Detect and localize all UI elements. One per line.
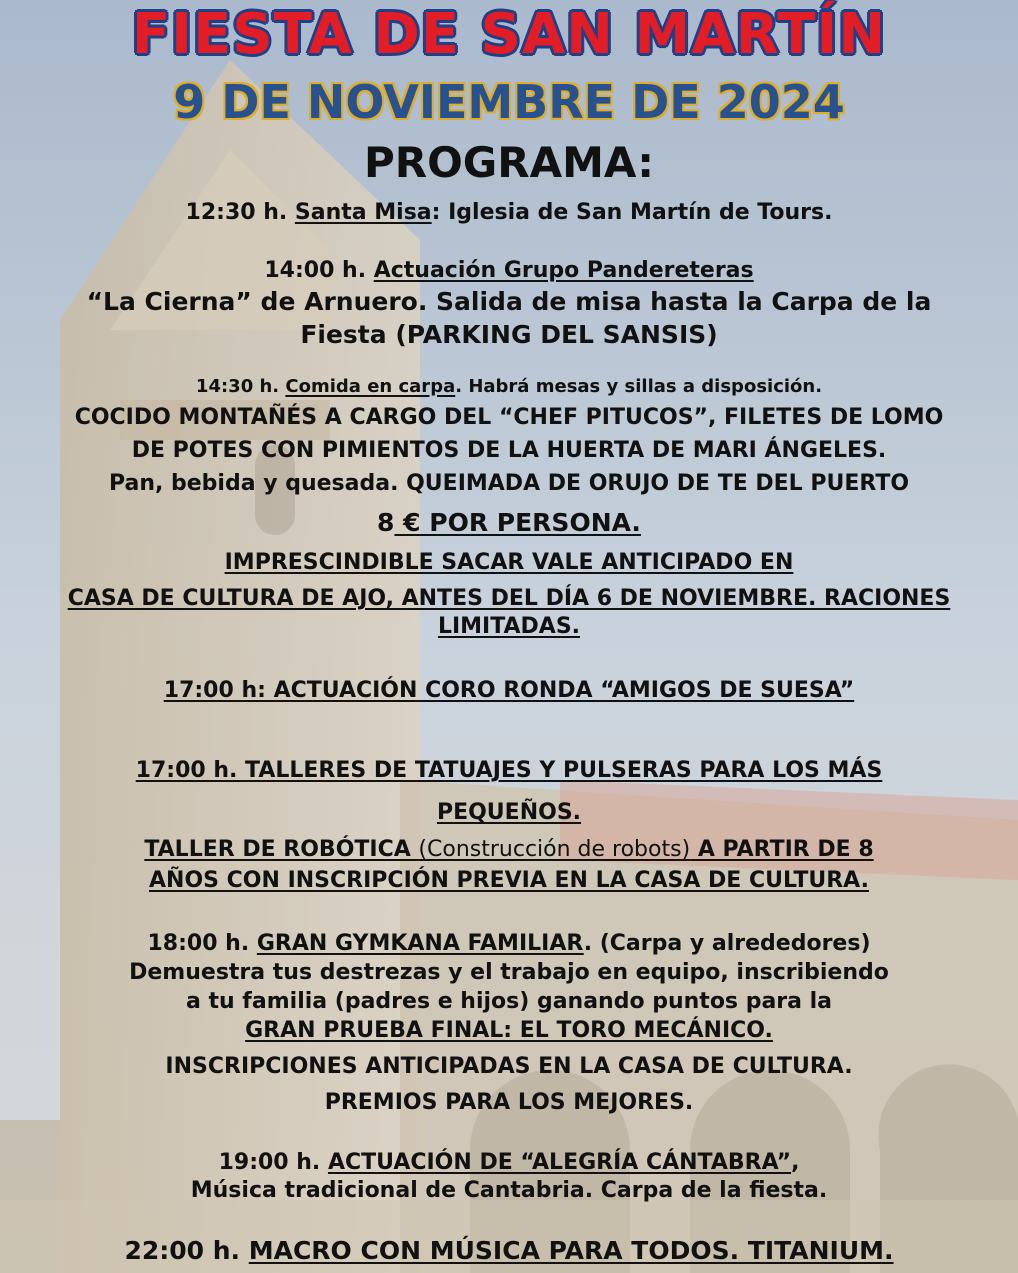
comida-line3: DE POTES CON PIMIENTOS DE LA HUERTA DE MARI ÁNGELES. bbox=[131, 438, 887, 463]
comida-vale-line1: IMPRESCINDIBLE SACAR VALE ANTICIPADO EN bbox=[224, 550, 794, 575]
schedule-gymkana: 18:00 h. GRAN GYMKANA FAMILIAR. (Carpa y alrededores) bbox=[147, 931, 871, 956]
schedule-misa: 12:30 h. Santa Misa: Iglesia de San Martín de Tours. bbox=[185, 200, 833, 225]
gymkana-line3: a tu familia (padres e hijos) ganando puntos para la bbox=[185, 989, 833, 1014]
alegria-line2: Música tradicional de Cantabria. Carpa de la fiesta. bbox=[190, 1178, 828, 1203]
comida-vale-line2: CASA DE CULTURA DE AJO, ANTES DEL DÍA 6 DE NOVIEMBRE. RACIONES bbox=[67, 586, 951, 611]
comida-price: 8 € POR PERSONA. bbox=[377, 508, 641, 537]
comida-vale-line3: LIMITADAS. bbox=[437, 614, 581, 639]
gymkana-line4: GRAN PRUEBA FINAL: EL TORO MECÁNICO. bbox=[245, 1018, 773, 1043]
pandereteras-line3: Fiesta (PARKING DEL SANSIS) bbox=[300, 320, 718, 349]
comida-line2: COCIDO MONTAÑÉS A CARGO DEL “CHEF PITUCOS”, FILETES DE LOMO bbox=[74, 405, 944, 430]
pandereteras-line2: “La Cierna” de Arnuero. Salida de misa hasta la Carpa de la bbox=[86, 287, 932, 316]
event-title: FIESTA DE SAN MARTÍN bbox=[131, 2, 887, 67]
schedule-coro: 17:00 h: ACTUACIÓN CORO RONDA “AMIGOS DE SUESA” bbox=[163, 678, 855, 703]
gymkana-line5: INSCRIPCIONES ANTICIPADAS EN LA CASA DE CULTURA. bbox=[165, 1054, 853, 1079]
gymkana-line2: Demuestra tus destrezas y el trabajo en equipo, inscribiendo bbox=[129, 960, 889, 985]
gymkana-line6: PREMIOS PARA LOS MEJORES. bbox=[324, 1090, 694, 1115]
talleres-robotica: TALLER DE ROBÓTICA (Construcción de robots) A PARTIR DE 8 bbox=[144, 837, 874, 862]
comida-line4: Pan, bebida y quesada. QUEIMADA DE ORUJO DE TE DEL PUERTO bbox=[108, 471, 910, 496]
schedule-pandereteras: 14:00 h. Actuación Grupo Pandereteras bbox=[264, 258, 754, 283]
schedule-talleres: 17:00 h. TALLERES DE TATUAJES Y PULSERAS PARA LOS MÁS bbox=[135, 758, 883, 783]
event-date: 9 DE NOVIEMBRE DE 2024 bbox=[173, 75, 845, 129]
programa-heading: PROGRAMA: bbox=[363, 138, 655, 187]
talleres-line4: AÑOS CON INSCRIPCIÓN PREVIA EN LA CASA DE CULTURA. bbox=[149, 868, 869, 893]
talleres-line2: PEQUEÑOS. bbox=[436, 800, 582, 825]
schedule-alegria: 19:00 h. ACTUACIÓN DE “ALEGRÍA CÁNTABRA”, bbox=[218, 1150, 800, 1175]
schedule-comida: 14:30 h. Comida en carpa. Habrá mesas y sillas a disposición. bbox=[195, 376, 823, 397]
schedule-macro: 22:00 h. MACRO CON MÚSICA PARA TODOS. TITANIUM. bbox=[124, 1236, 894, 1265]
